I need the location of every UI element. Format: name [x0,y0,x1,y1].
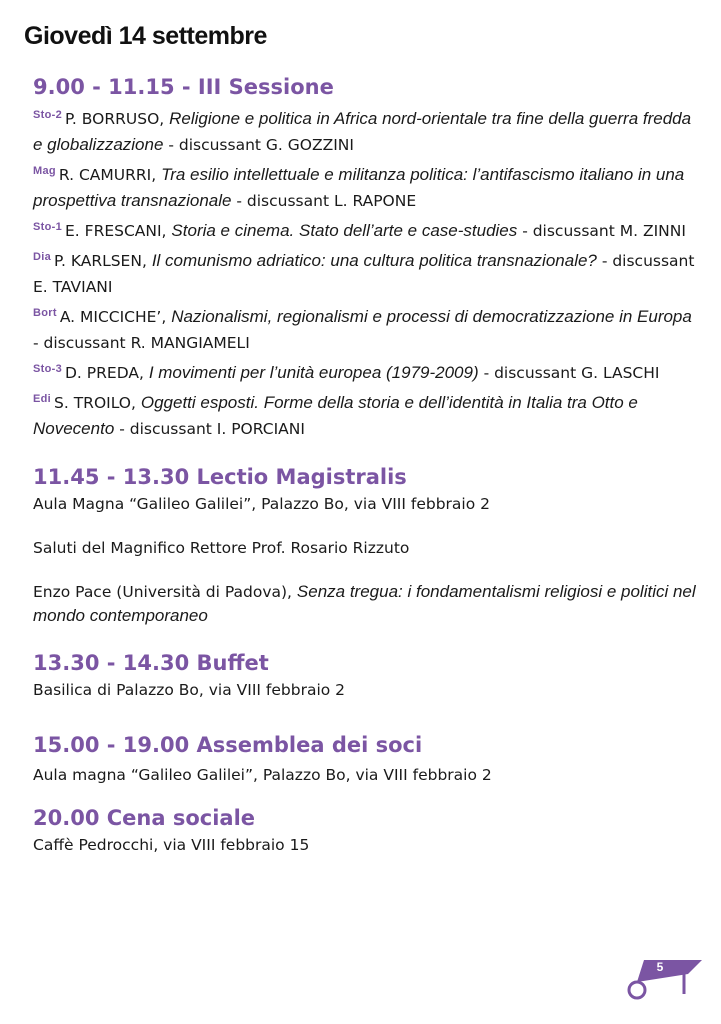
entry-discussant: - discussant R. MANGIAMELI [33,334,250,352]
lectio-location: Aula Magna “Galileo Galilei”, Palazzo Bo, via VIII febbraio 2 [33,495,491,513]
entry-code: Sto-2 [33,109,62,121]
lectio-heading: 11.45 - 13.30 Lectio Magistralis [33,465,407,489]
entry-title: Religione e politica in Africa nord-orientale tra fine della guerra fredda e globalizzazione [33,109,692,154]
entry-code: Edi [33,393,52,405]
entry-discussant: - discussant L. RAPONE [231,192,417,210]
dinner-block [33,803,698,857]
entry-code: Sto-1 [33,221,62,233]
entry-title: Il comunismo adriatico: una cultura politica transnazionale? [151,251,597,270]
assembly-heading: 15.00 - 19.00 Assemblea dei soci [33,733,423,757]
entry-code: Mag [33,165,56,177]
entry-discussant: - discussant G. LASCHI [478,364,660,382]
entry-author: E. FRESCANI, [65,222,172,240]
session-entry [33,300,698,356]
session-entry [33,214,698,244]
lectio-greeting: Saluti del Magnifico Rettore Prof. Rosario Rizzuto [33,539,410,557]
entry-title: Storia e cinema. Stato dell’arte e case-studies [171,221,518,240]
dinner-location: Caffè Pedrocchi, via VIII febbraio 15 [33,836,310,854]
dinner-heading: 20.00 Cena sociale [33,806,256,830]
day-title: Giovedì 14 settembre [24,22,267,50]
program-content [33,72,698,857]
session-entry [33,102,698,158]
buffet-heading: 13.30 - 14.30 Buffet [33,651,269,675]
buffet-location: Basilica di Palazzo Bo, via VIII febbraio 2 [33,681,346,699]
assembly-block [33,730,698,787]
session-entry [33,356,698,386]
entry-discussant: - discussant G. GOZZINI [163,136,354,154]
entry-code: Sto-3 [33,363,62,375]
lectio-talk-title: Senza tregua: i fondamentalismi religiosi e politici nel mondo contemporaneo [33,582,696,625]
entry-title: Tra esilio intellettuale e militanza politica: l’antifascismo italiano in una prospettiva transnazionale [33,165,685,210]
entry-author: A. MICCICHE’, [59,308,172,326]
lectio-block [33,462,698,628]
session-entry [33,386,698,442]
entry-code: Dia [33,251,52,263]
lectio-talk [33,580,698,628]
session-entries [33,102,698,442]
entry-author: D. PREDA, [65,364,149,382]
assembly-location: Aula magna “Galileo Galilei”, Palazzo Bo, via VIII febbraio 2 [33,766,492,784]
entry-author: P. BORRUSO, [65,110,170,128]
entry-discussant: - discussant E. TAVIANI [33,252,695,296]
entry-author: S. TROILO, [54,394,141,412]
session-heading: 9.00 - 11.15 - III Sessione [33,75,334,99]
entry-title: Oggetti esposti. Forme della storia e dell’identità in Italia tra Otto e Novecento [33,393,638,438]
entry-discussant: - discussant I. PORCIANI [114,420,305,438]
entry-author: P. KARLSEN, [54,252,152,270]
session-entry [33,158,698,214]
buffet-block [33,648,698,702]
lectio-speaker: Enzo Pace (Università di Padova), [33,583,297,601]
entry-code: Bort [33,307,57,319]
entry-discussant: - discussant M. ZINNI [517,222,686,240]
entry-title: I movimenti per l’unità europea (1979-2009) [148,363,479,382]
entry-title: Nazionalismi, regionalismi e processi di democratizzazione in Europa [171,307,692,326]
session-entry [33,244,698,300]
page-number: 5 [656,960,664,974]
entry-author: R. CAMURRI, [58,166,162,184]
